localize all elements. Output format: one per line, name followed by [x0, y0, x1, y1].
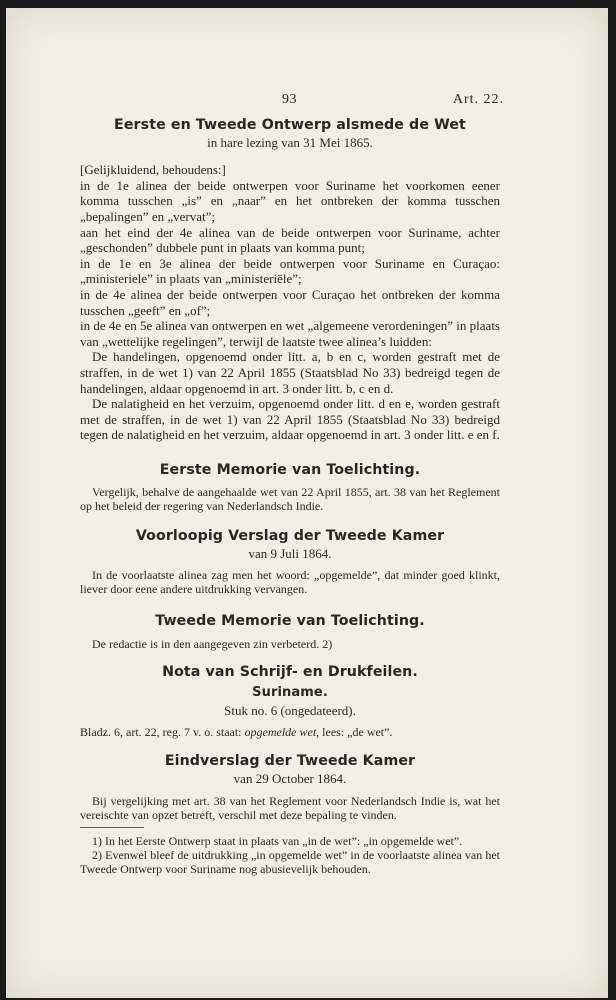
section-heading-eindverslag: Eindverslag der Tweede Kamer [164, 753, 416, 770]
subheading-suriname: Suriname. [252, 684, 328, 700]
article-reference: Art. 22. [452, 92, 504, 107]
section-heading-eerste-memorie: Eerste Memorie van Toelichting. [159, 461, 421, 478]
section-subtitle-voorloopig-verslag: van 9 Juli 1864. [248, 546, 332, 562]
page-content [80, 118, 500, 876]
paragraph: De redactie is in den aangegeven zin verbeterd. 2) [92, 637, 333, 652]
paragraph: in de 4e alinea der beide ontwerpen voor Curaçao het ontbreken der komma tusschen „geeft” en „of”; [80, 286, 500, 318]
section-subtitle-eindverslag: van 29 October 1864. [233, 770, 347, 786]
section-heading-nota-drukfeilen: Nota van Schrijf- en Drukfeilen. [162, 664, 418, 681]
paragraph: Vergelijk, behalve de aangehaalde wet van 22 April 1855, art. 38 van het Reglement op het beleid der regering van Nederlandsch Indie. [80, 485, 500, 514]
paragraph: in de 1e alinea der beide ontwerpen voor Suriname het voorkomen eener komma tusschen „is” en „naar” en het ontbreken der komma tusschen „bepalingen” en „vervat”; [80, 177, 500, 224]
section-heading-tweede-memorie: Tweede Memorie van Toelichting. [155, 612, 425, 629]
document-reference: Stuk no. 6 (ongedateerd). [224, 703, 356, 719]
paragraph: Bij vergelijking met art. 38 van het Reglement voor Nederlandsch Indie is, wat het vereischte van opzet betreft, verschil met deze bepaling te vinden. [80, 794, 500, 823]
paragraph: in de 4e en 5e alinea van ontwerpen en wet „algemeene verordeningen” in plaats van „wettelijke regelingen”, terwijl de laatste twee alinea’s luidden: [80, 318, 500, 349]
section-heading-voorloopig-verslag: Voorloopig Verslag der Tweede Kamer [135, 528, 445, 545]
paragraph: aan het eind der 4e alinea van de beide ontwerpen voor Suriname, achter „geschonden” dubbele punt in plaats van komma punt; [80, 224, 500, 256]
footnote-2: 2) Evenwel bleef de uitdrukking „in opgemelde wet” in de voorlaatste alinea van het Tweede Ontwerp voor Suriname nog abusievelijk behouden. [80, 848, 500, 877]
paragraph: De handelingen, opgenoemd onder litt. a, b en c, worden gestraft met de straffen, in de wet 1) van 22 April 1855 (Staatsblad No 33) bedreigd tegen de handelingen, aldaar opgenoemd in art. 3 onder litt. b, c en d. [80, 349, 500, 396]
paragraph: De nalatigheid en het verzuim, opgenoemd onder litt. d en e, worden gestraft met de straffen, in de wet 1) van 22 April 1855 (Staatsblad No 33) bedreigd tegen de nalatigheid en het verzuim, aldaar opgenoemd in art. 3 onder litt. e en f. [80, 396, 500, 443]
paragraph: [Gelijkluidend, behoudens:] [80, 162, 226, 178]
section-subtitle-ontwerp-wet: in hare lezing van 31 Mei 1865. [207, 134, 373, 150]
paragraph: Bladz. 6, art. 22, reg. 7 v. o. staat: opgemelde wet, lees: „de wet”. [80, 725, 393, 740]
paragraph: In de voorlaatste alinea zag men het woord: „opgemelde”, dat minder goed klinkt, liever door eene andere uitdrukking vervangen. [80, 567, 500, 596]
footnote-divider [80, 827, 144, 828]
footnote-1: 1) In het Eerste Ontwerp staat in plaats van „in de wet”: „in opgemelde wet”. [92, 834, 463, 849]
section-heading-ontwerp-wet: Eerste en Tweede Ontwerp alsmede de Wet [114, 117, 466, 133]
paragraph: in de 1e en 3e alinea der beide ontwerpen voor Suriname en Curaçao: „ministeriele” in plaats van „ministeriële”; [80, 255, 500, 287]
page-number: 93 [282, 92, 297, 107]
